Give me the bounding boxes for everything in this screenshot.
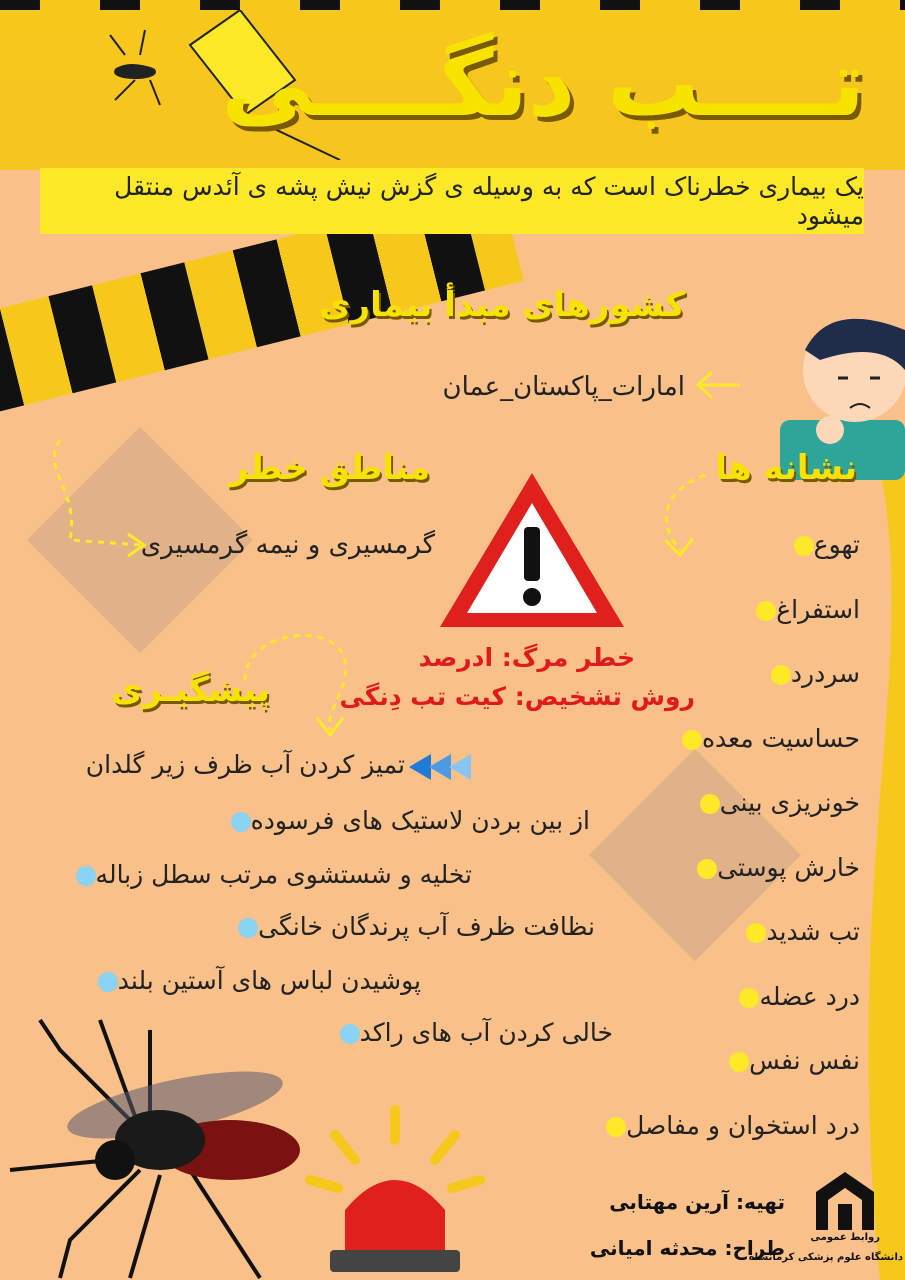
mosquito-illustration [0, 1010, 330, 1280]
logo-caption-1: روابط عمومی [810, 1232, 880, 1243]
bullet-icon [340, 1024, 360, 1044]
list-item: نفس نفس [600, 1046, 860, 1111]
list-item: خارش پوستی [600, 853, 860, 918]
list-item: درد استخوان و مفاصل [600, 1111, 860, 1176]
origin-heading: کشورهای مبدأ بیماری [319, 285, 685, 325]
university-logo-icon [812, 1170, 878, 1232]
bullet-icon [98, 972, 118, 992]
list-item: درد عضله [600, 982, 860, 1047]
list-item: تهوع [600, 530, 860, 595]
risk-heading: مناطق خطر [229, 448, 430, 488]
list-item: پوشیدن لباس های آستین بلند [88, 966, 421, 995]
bullet-icon [746, 923, 766, 943]
dashed-loop-arrow-icon [235, 620, 365, 740]
logo-caption-2: دانشگاه علوم پزشکی کرمانشاه [748, 1252, 903, 1263]
bullet-icon [697, 859, 717, 879]
credit-designer: طراح: محدثه امیانی [589, 1236, 785, 1260]
bullet-icon [606, 1117, 626, 1137]
symptoms-heading: نشانه ها [715, 448, 857, 488]
siren-icon [300, 1100, 490, 1280]
list-item: خالی کردن آب های راکد [330, 1018, 613, 1047]
list-item: از بین بردن لاستیک های فرسوده [221, 806, 590, 835]
list-item: تب شدید [600, 917, 860, 982]
symptoms-list [600, 530, 860, 1175]
list-item: نظافت ظرف آب پرندگان خانگی [228, 912, 595, 941]
list-item: استفراغ [600, 595, 860, 660]
bullet-icon [700, 794, 720, 814]
bullet-icon [682, 730, 702, 750]
bullet-icon [739, 988, 759, 1008]
bullet-icon [76, 866, 96, 886]
bullet-icon [771, 665, 791, 685]
list-item: تخلیه و شستشوی مرتب سطل زباله [66, 860, 472, 889]
prevention-heading: پیشگیـری [111, 670, 270, 710]
list-item: سردرد [600, 659, 860, 724]
bullet-icon [794, 536, 814, 556]
dashed-arrow-icon [40, 430, 160, 560]
list-item: تمیز کردن آب ظرف زیر گلدان [85, 750, 405, 779]
list-item: حساسیت معده [600, 724, 860, 789]
origin-text: امارات_پاکستان_عمان [442, 372, 685, 402]
bullet-icon [231, 812, 251, 832]
subtitle-box [40, 168, 864, 234]
top-hazard-stripes [0, 0, 905, 10]
risk-text: گرمسیری و نیمه گرمسیری [140, 530, 435, 560]
mortality-text: خطر مرگ: ادرصد [418, 643, 635, 672]
triple-arrow-icon [405, 750, 475, 784]
bullet-icon [729, 1052, 749, 1072]
subtitle: یک بیماری خطرناک است که به وسیله ی گزش نیش پشه ی آئدس منتقل میشود [114, 172, 864, 230]
arrow-left-icon [690, 360, 750, 410]
list-item: خونریزی بینی [600, 788, 860, 853]
bullet-icon [238, 918, 258, 938]
diagnosis-text: روش تشخیص: کیت تب دِنگی [339, 682, 695, 711]
bullet-icon [756, 601, 776, 621]
page-title: تــــب دنگــــی [221, 30, 865, 137]
credit-prepared: تهیه: آرین مهتابی [609, 1190, 785, 1214]
